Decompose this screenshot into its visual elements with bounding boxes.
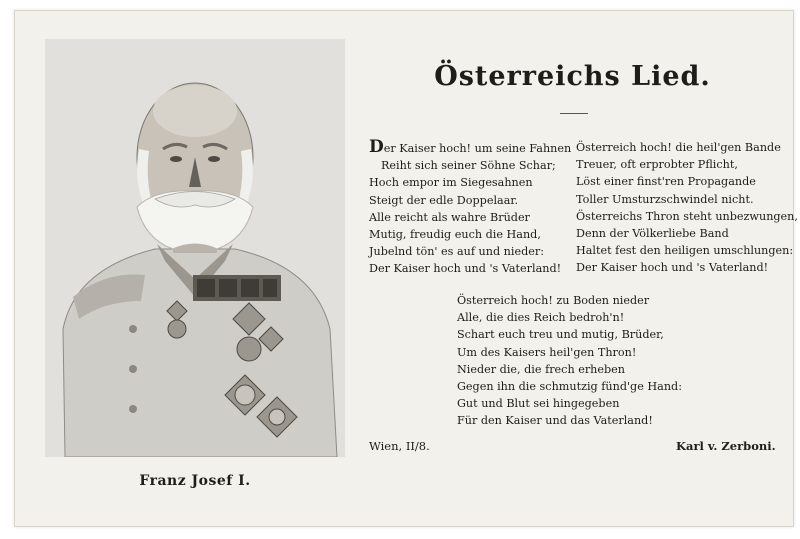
- stanza-line: Denn der Völkerliebe Band: [576, 227, 729, 241]
- portrait-caption: Franz Josef I.: [139, 473, 251, 489]
- stanza-line: Der Kaiser hoch und 's Vaterland!: [369, 262, 562, 276]
- stanza-line: Österreich hoch! die heil'gen Bande: [576, 141, 781, 154]
- stanza-line: Nieder die, die frech erheben: [457, 362, 625, 376]
- stanza-line: Österreich hoch! zu Boden nieder: [457, 294, 650, 307]
- stanza-line: Alle, die dies Reich bedroh'n!: [457, 311, 625, 325]
- stanza-line: Steigt der edle Doppelaar.: [369, 193, 519, 207]
- author-name: Karl v. Zerboni.: [676, 439, 776, 453]
- stanza-line: Mutig, freudig euch die Hand,: [369, 228, 541, 242]
- stanza-line: Schart euch treu und mutig, Brüder,: [457, 328, 664, 342]
- stanza-line: [369, 139, 571, 157]
- stanza-1: [369, 139, 571, 278]
- stanza-line: Der Kaiser hoch und 's Vaterland!: [576, 261, 769, 275]
- stanza-line: Gut und Blut sei hingegeben: [457, 397, 620, 411]
- stanza-line: Österreichs Thron steht unbezwungen,: [576, 209, 798, 223]
- stanza-line: Reiht sich seiner Söhne Schar;: [381, 159, 556, 173]
- place-date: Wien, II/8.: [369, 439, 430, 453]
- stanza-line: Toller Umsturzschwindel nicht.: [576, 192, 754, 206]
- stanza-line: Löst einer finst'ren Propagande: [576, 175, 756, 189]
- portrait-illustration: [45, 39, 345, 457]
- poem-title: Österreichs Lied.: [434, 61, 711, 92]
- stanza-line: Hoch empor im Siegesahnen: [369, 176, 533, 190]
- stanza-line: Für den Kaiser und das Vaterland!: [457, 414, 653, 428]
- stanza-2: [576, 139, 798, 277]
- stanza-line: Treuer, oft erprobter Pflicht,: [576, 158, 738, 172]
- stanza-line-text: er Kaiser hoch! um seine Fahnen: [383, 142, 572, 155]
- stanza-3: [457, 292, 682, 430]
- stanza-line: Gegen ihn die schmutzig fünd'ge Hand:: [457, 380, 682, 394]
- stanza-line: Um des Kaisers heil'gen Thron!: [457, 345, 637, 359]
- drop-cap: D: [369, 137, 384, 157]
- postcard: [14, 10, 798, 527]
- stanza-line: Haltet fest den heiligen umschlungen:: [576, 244, 794, 258]
- portrait-photo: [45, 39, 345, 457]
- stanza-line: Alle reicht als wahre Brüder: [369, 210, 530, 224]
- title-ornament: [560, 113, 588, 114]
- stanza-line: Jubelnd tön' es auf und nieder:: [369, 245, 544, 259]
